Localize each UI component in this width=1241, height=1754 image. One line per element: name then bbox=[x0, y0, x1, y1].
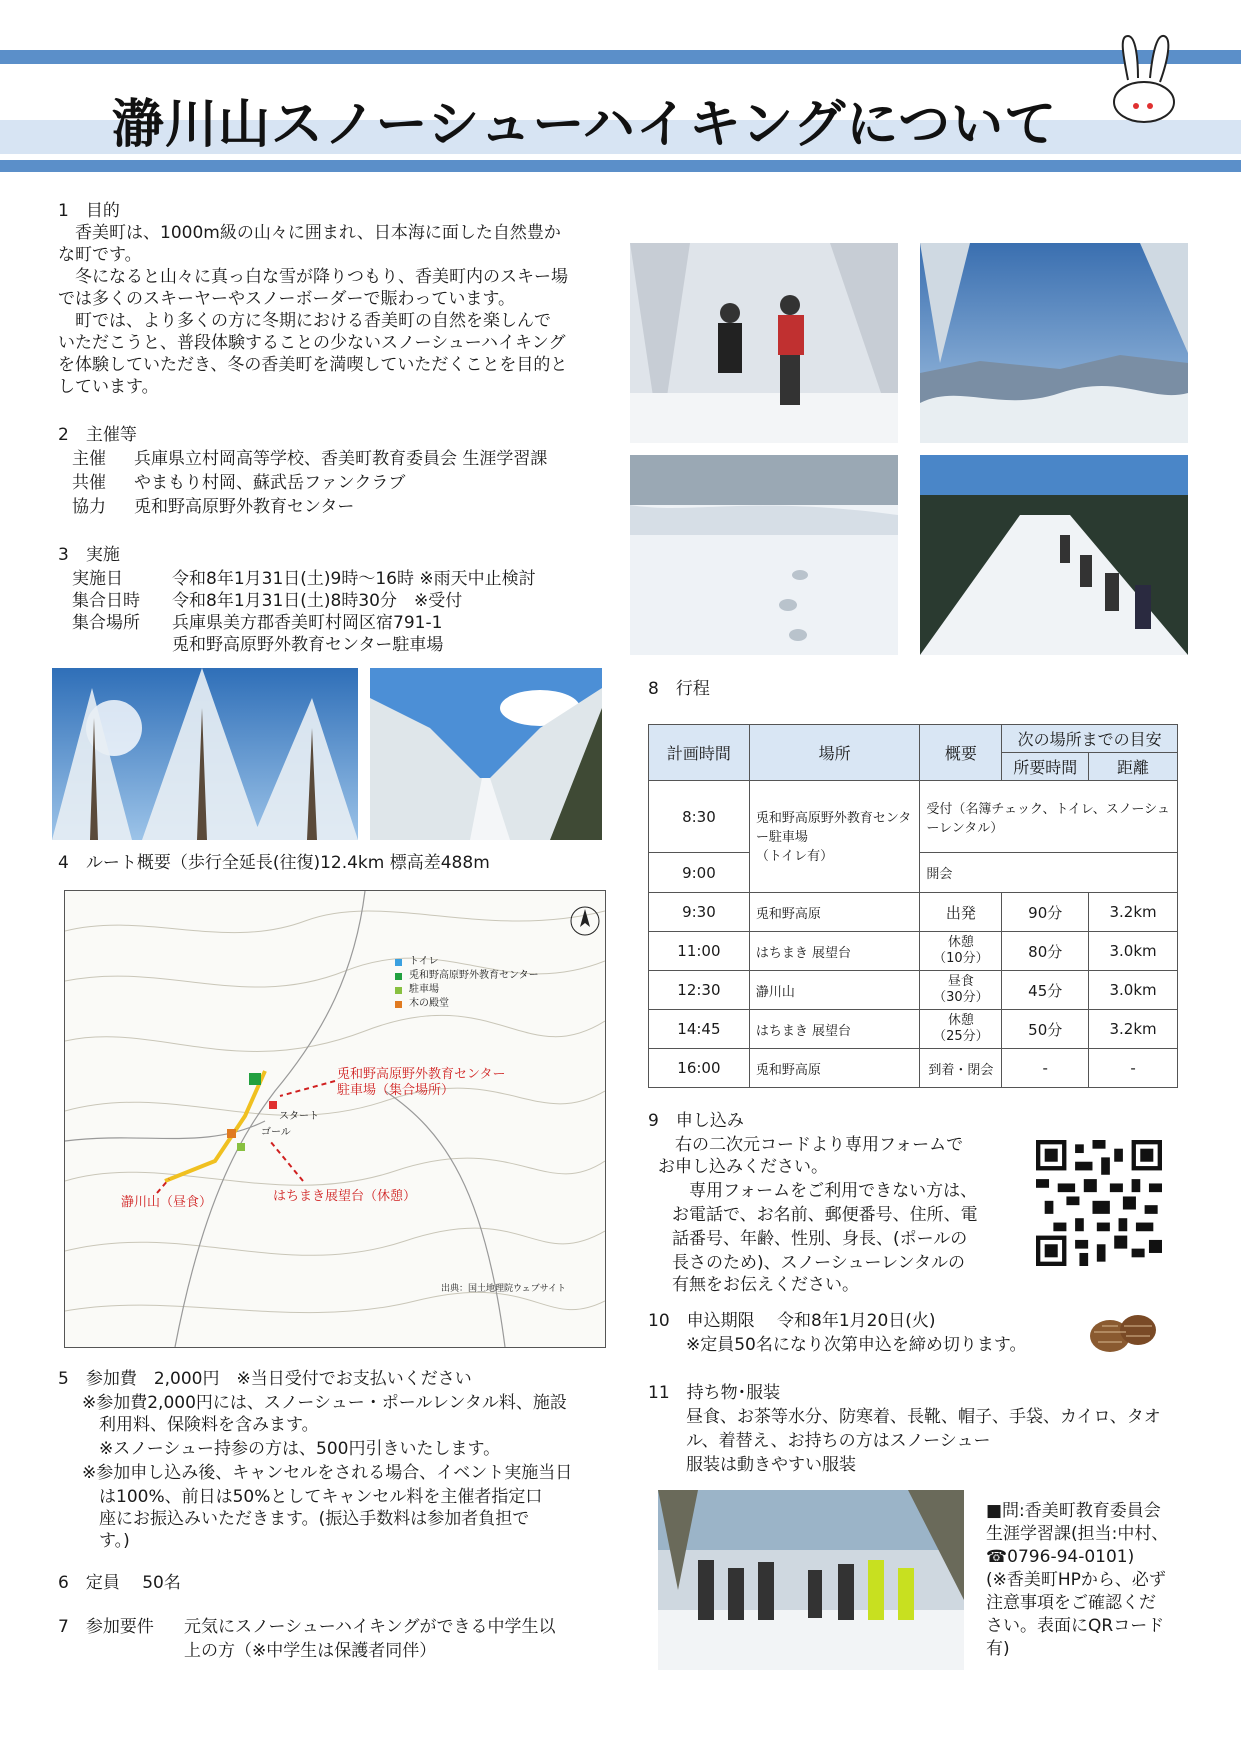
application-line: 専用フォームをご利用できない方は、 bbox=[672, 1181, 978, 1201]
row-summary: 受付（名簿チェック、トイレ、スノーシューレンタル） bbox=[920, 781, 1178, 853]
snowy-trees-photo bbox=[52, 668, 358, 840]
purpose-line: いただこうと、普段体験することの少ないスノーシューハイキング bbox=[58, 333, 566, 353]
application-line: 右の二次元コードより専用フォームで bbox=[658, 1135, 964, 1155]
fee-line: 利用料、保険料を含みます。 bbox=[82, 1415, 319, 1435]
application-line: お申し込みください。 bbox=[658, 1157, 828, 1177]
organizer-value: 兵庫県立村岡高等学校、香美町教育委員会 生涯学習課 bbox=[134, 449, 548, 469]
header-summary: 概要 bbox=[920, 725, 1002, 781]
map-label-meeting-point: 兎和野高原野外教育センター 駐車場（集合場所） bbox=[337, 1067, 506, 1098]
row-duration: 80分 bbox=[1002, 932, 1089, 971]
organizers-heading: 2 主催等 bbox=[58, 425, 137, 445]
row-time: 14:45 bbox=[649, 1010, 750, 1049]
contact-phone[interactable]: ☎0796-94-0101) bbox=[986, 1547, 1135, 1567]
qr-code[interactable] bbox=[1036, 1140, 1162, 1266]
map-label-lookout: はちまき展望台（休憩） bbox=[273, 1189, 417, 1204]
fee-line: は100%、前日は50%としてキャンセル料を主催者指定口 bbox=[82, 1487, 543, 1507]
row-duration: - bbox=[1002, 1049, 1089, 1088]
row-summary: 到着・閉会 bbox=[920, 1049, 1002, 1088]
requirements-line: 上の方（※中学生は保護者同伴） bbox=[184, 1641, 437, 1661]
row-duration: 50分 bbox=[1002, 1010, 1089, 1049]
row-time: 11:00 bbox=[649, 932, 750, 971]
organizer-label: 主催 bbox=[72, 449, 106, 469]
application-line: 長さのため)、スノーシューレンタルの bbox=[672, 1253, 965, 1273]
organizer-label: 協力 bbox=[72, 497, 106, 517]
implementation-value: 令和8年1月31日(土)8時30分 ※受付 bbox=[172, 591, 463, 611]
table-row bbox=[649, 1049, 1178, 1088]
requirements-heading: 7 参加要件 bbox=[58, 1617, 154, 1637]
hiking-line-photo bbox=[920, 455, 1188, 655]
purpose-heading: 1 目的 bbox=[58, 201, 120, 221]
row-time: 8:30 bbox=[649, 781, 750, 853]
organizer-value: やまもり村岡、蘇武岳ファンクラブ bbox=[134, 473, 406, 493]
contact-line: 有) bbox=[986, 1639, 1010, 1659]
row-time: 16:00 bbox=[649, 1049, 750, 1088]
purpose-line: 冬になると山々に真っ白な雪が降りつもり、香美町内のスキー場 bbox=[58, 267, 568, 287]
row-place: 兎和野高原 bbox=[749, 893, 920, 932]
deadline-heading: 10 申込期限 令和8年1月20日(火) bbox=[648, 1311, 936, 1331]
belongings-heading: 11 持ち物･服装 bbox=[648, 1383, 781, 1403]
application-line: 話番号、年齢、性別、身長、(ポールの bbox=[672, 1229, 968, 1249]
row-time: 9:00 bbox=[649, 853, 750, 893]
row-time: 9:30 bbox=[649, 893, 750, 932]
row-distance: - bbox=[1089, 1049, 1178, 1088]
fee-line: ※スノーシュー持参の方は、500円引きいたします。 bbox=[82, 1439, 501, 1459]
row-place: はちまき 展望台 bbox=[749, 1010, 920, 1049]
belongings-line: 服装は動きやすい服装 bbox=[686, 1455, 856, 1475]
mountain-view-photo bbox=[920, 243, 1188, 443]
contact-line: さい。表面にQRコード bbox=[986, 1616, 1165, 1636]
application-line: 有無をお伝えください。 bbox=[672, 1275, 859, 1295]
contact-box bbox=[986, 1500, 1168, 1661]
organizer-value: 兎和野高原野外教育センター bbox=[134, 497, 355, 517]
group-photo bbox=[658, 1490, 964, 1670]
page-title: 瀞川山スノーシューハイキングについて bbox=[112, 95, 1058, 155]
deadline-note: ※定員50名になり次第申込を締め切ります。 bbox=[686, 1335, 1027, 1355]
map-label-goal: ゴール bbox=[261, 1127, 291, 1138]
row-place: はちまき 展望台 bbox=[749, 932, 920, 971]
route-map bbox=[64, 890, 606, 1348]
purpose-line: 香美町は、1000m級の山々に囲まれ、日本海に面した自然豊か bbox=[58, 223, 561, 243]
row-summary: 出発 bbox=[920, 893, 1002, 932]
itinerary-heading: 8 行程 bbox=[648, 679, 710, 699]
row-summary: 昼食 （30分） bbox=[920, 971, 1002, 1010]
snowshoe-hikers-photo bbox=[630, 243, 898, 443]
row-duration: 90分 bbox=[1002, 893, 1089, 932]
purpose-line: な町です。 bbox=[58, 245, 142, 265]
fee-heading: 5 参加費 2,000円 ※当日受付でお支払いください bbox=[58, 1369, 472, 1389]
row-summary: 休憩 （25分） bbox=[920, 1010, 1002, 1049]
organizer-label: 共催 bbox=[72, 473, 106, 493]
fee-line: す。) bbox=[82, 1531, 130, 1551]
purpose-line: しています。 bbox=[58, 377, 159, 397]
map-legend bbox=[409, 955, 539, 1011]
row-duration: 45分 bbox=[1002, 971, 1089, 1010]
header-next: 次の場所までの目安 bbox=[1002, 725, 1178, 753]
implementation-label: 集合日時 bbox=[72, 591, 140, 611]
pine-cone-icon bbox=[1082, 1300, 1164, 1362]
application-heading: 9 申し込み bbox=[648, 1111, 744, 1131]
bunny-icon bbox=[1098, 30, 1194, 126]
row-place: 兎和野高原 bbox=[749, 1049, 920, 1088]
contact-line: (※香美町HPから、必ず bbox=[986, 1570, 1166, 1590]
route-heading: 4 ルート概要（歩行全延長(往復)12.4km 標高差488m bbox=[58, 853, 490, 873]
footprints-photo bbox=[630, 455, 898, 655]
row-time: 12:30 bbox=[649, 971, 750, 1010]
table-row bbox=[649, 971, 1178, 1010]
row-summary: 開会 bbox=[920, 853, 1178, 893]
table-row bbox=[649, 893, 1178, 932]
purpose-line: では多くのスキーヤーやスノーボーダーで賑わっています。 bbox=[58, 289, 515, 309]
row-distance: 3.2km bbox=[1089, 893, 1178, 932]
row-distance: 3.0km bbox=[1089, 971, 1178, 1010]
fee-line: ※参加申し込み後、キャンセルをされる場合、イベント実施当日 bbox=[82, 1463, 573, 1483]
table-row bbox=[649, 1010, 1178, 1049]
belongings-line: 昼食、お茶等水分、防寒着、長靴、帽子、手袋、カイロ、タオ bbox=[686, 1407, 1161, 1427]
header-distance: 距離 bbox=[1089, 753, 1178, 781]
map-legend-item: 駐車場 bbox=[409, 984, 439, 995]
map-label-peak: 瀞川山（昼食） bbox=[121, 1195, 213, 1210]
requirements-line: 元気にスノーシューハイキングができる中学生以 bbox=[184, 1617, 556, 1637]
implementation-value: 兵庫県美方郡香美町村岡区宿791-1 bbox=[172, 613, 443, 633]
implementation-value: 兎和野高原野外教育センター駐車場 bbox=[172, 635, 444, 655]
header-time: 計画時間 bbox=[649, 725, 750, 781]
header-band-top bbox=[0, 50, 1241, 64]
application-line: お電話で、お名前、郵便番号、住所、電 bbox=[672, 1205, 978, 1225]
header-place: 場所 bbox=[749, 725, 920, 781]
implementation-heading: 3 実施 bbox=[58, 545, 120, 565]
fee-line: 座にお振込みいただきます。(振込手数料は参加者負担で bbox=[82, 1509, 530, 1529]
map-source: 出典：国土地理院ウェブサイト bbox=[441, 1284, 567, 1294]
row-summary: 休憩 （10分） bbox=[920, 932, 1002, 971]
table-row bbox=[649, 781, 1178, 853]
implementation-label: 集合場所 bbox=[72, 613, 140, 633]
row-distance: 3.0km bbox=[1089, 932, 1178, 971]
row-distance: 3.2km bbox=[1089, 1010, 1178, 1049]
map-label-start: スタート bbox=[279, 1111, 319, 1122]
implementation-label: 実施日 bbox=[72, 569, 123, 589]
belongings-line: ル、着替え、お持ちの方はスノーシュー bbox=[686, 1431, 991, 1451]
table-row bbox=[649, 932, 1178, 971]
contact-line: ■問:香美町教育委員会 bbox=[986, 1501, 1161, 1521]
snowy-path-photo bbox=[370, 668, 602, 840]
map-legend-item: トイレ bbox=[409, 956, 439, 967]
map-legend-item: 木の殿堂 bbox=[409, 998, 449, 1009]
capacity-heading: 6 定員 50名 bbox=[58, 1573, 181, 1593]
row-place: 兎和野高原野外教育センター駐車場 （トイレ有） bbox=[749, 781, 920, 893]
purpose-line: 町では、より多くの方に冬期における香美町の自然を楽しんで bbox=[58, 311, 551, 331]
itinerary-table bbox=[648, 724, 1178, 1088]
implementation-value: 令和8年1月31日(土)9時～16時 ※雨天中止検討 bbox=[172, 569, 536, 589]
header-band-bottom bbox=[0, 160, 1241, 172]
purpose-line: を体験していただき、冬の香美町を満喫していただくことを目的と bbox=[58, 355, 568, 375]
contact-line: 注意事項をご確認くだ bbox=[986, 1593, 1156, 1613]
row-place: 瀞川山 bbox=[749, 971, 920, 1010]
fee-line: ※参加費2,000円には、スノーシュー・ポールレンタル料、施設 bbox=[82, 1393, 567, 1413]
header-duration: 所要時間 bbox=[1002, 753, 1089, 781]
map-legend-item: 兎和野高原野外教育センター bbox=[409, 970, 539, 981]
contact-line: 生涯学習課(担当:中村、 bbox=[986, 1524, 1169, 1544]
